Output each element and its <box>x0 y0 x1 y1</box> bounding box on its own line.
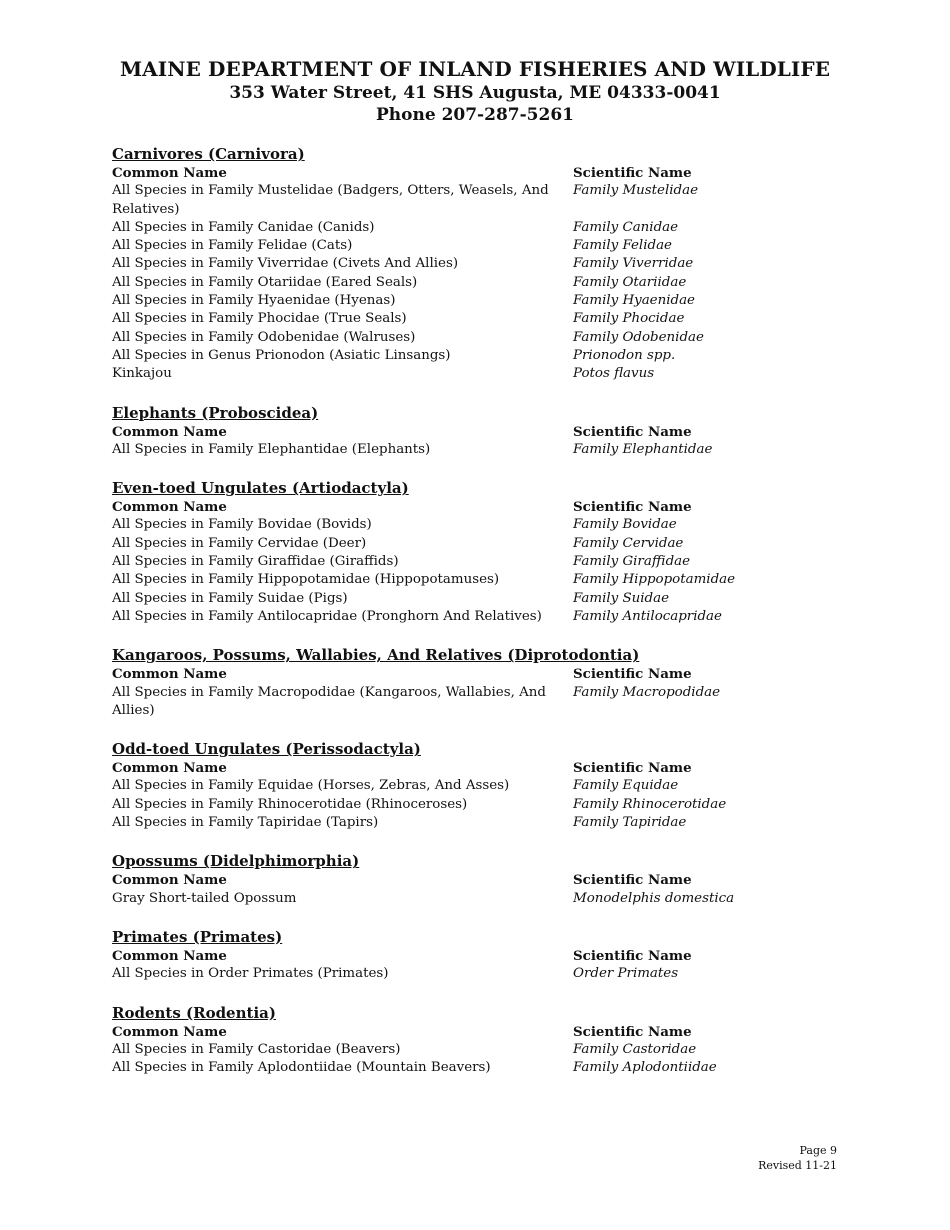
column-header-row <box>112 1023 832 1041</box>
scientific-name: Family Viverridae <box>573 256 694 272</box>
scientific-name: Family Rhinocerotidae <box>573 796 727 812</box>
common-name: All Species in Family Odobenidae (Walruses) <box>112 329 416 345</box>
species-row <box>112 608 832 626</box>
species-row <box>112 814 832 832</box>
common-name: All Species in Family Suidae (Pigs) <box>112 590 348 606</box>
species-row <box>112 571 832 589</box>
species-section <box>112 403 832 460</box>
page-footer <box>758 1143 837 1173</box>
common-name-header: Common Name <box>112 760 227 777</box>
section-title: Even-toed Ungulates (Artiodactyla) <box>112 479 409 498</box>
scientific-name-header: Scientific Name <box>573 760 692 777</box>
scientific-name: Family Aplodontiidae <box>573 1060 717 1076</box>
common-name: All Species in Family Otariidae (Eared Seals) <box>112 274 418 290</box>
scientific-name: Family Giraffidae <box>573 554 691 570</box>
organization-address: 353 Water Street, 41 SHS Augusta, ME 04333-0041 <box>229 83 721 103</box>
species-row <box>112 365 832 383</box>
common-name: All Species in Family Giraffidae (Giraffids) <box>112 554 399 570</box>
species-row <box>112 777 832 795</box>
section-title: Elephants (Proboscidea) <box>112 403 319 422</box>
scientific-name: Order Primates <box>573 966 679 982</box>
scientific-name: Family Hyaenidae <box>573 293 695 309</box>
species-row <box>112 441 832 459</box>
common-name: All Species in Family Aplodontiidae (Mountain Beavers) <box>112 1060 491 1076</box>
common-name: All Species in Family Mustelidae (Badgers, Otters, Weasels, And Relatives) <box>112 183 549 217</box>
column-header-row <box>112 423 832 441</box>
common-name: All Species in Genus Prionodon (Asiatic Linsangs) <box>112 347 451 363</box>
scientific-name: Family Odobenidae <box>573 329 704 345</box>
species-row <box>112 310 832 328</box>
species-row <box>112 590 832 608</box>
section-title: Primates (Primates) <box>112 927 283 946</box>
species-row <box>112 1041 832 1059</box>
common-name-header: Common Name <box>112 872 227 889</box>
scientific-name: Family Suidae <box>573 590 670 606</box>
species-row <box>112 796 832 814</box>
scientific-name: Family Canidae <box>573 219 679 235</box>
scientific-name: Family Hippopotamidae <box>573 572 736 588</box>
common-name: All Species in Family Hyaenidae (Hyenas) <box>112 293 396 309</box>
revision-date: Revised 11-21 <box>758 1159 837 1172</box>
organization-name: MAINE DEPARTMENT OF INLAND FISHERIES AND WILDLIFE <box>119 57 831 81</box>
species-row <box>112 684 832 721</box>
species-row <box>112 553 832 571</box>
column-header-row <box>112 164 832 182</box>
common-name: Kinkajou <box>112 366 172 382</box>
common-name: All Species in Family Hippopotamidae (Hippopotamuses) <box>112 572 500 588</box>
section-title: Odd-toed Ungulates (Perissodactyla) <box>112 740 421 759</box>
common-name-header: Common Name <box>112 947 227 964</box>
scientific-name: Prionodon spp. <box>573 347 676 363</box>
common-name: All Species in Family Macropodidae (Kangaroos, Wallabies, And Allies) <box>112 684 546 718</box>
scientific-name: Family Macropodidae <box>573 684 721 700</box>
scientific-name-header: Scientific Name <box>573 1023 692 1040</box>
column-header-row <box>112 759 832 777</box>
species-row <box>112 965 832 983</box>
species-row <box>112 292 832 310</box>
section-title: Rodents (Rodentia) <box>112 1003 276 1022</box>
species-section <box>112 645 832 720</box>
common-name: All Species in Family Castoridae (Beavers) <box>112 1041 401 1057</box>
scientific-name: Family Elephantidae <box>573 441 713 457</box>
scientific-name: Family Tapiridae <box>573 815 687 831</box>
species-section <box>112 851 832 908</box>
column-header-row <box>112 947 832 965</box>
scientific-name: Family Castoridae <box>573 1041 697 1057</box>
species-section <box>112 144 832 384</box>
scientific-name-header: Scientific Name <box>573 872 692 889</box>
species-row <box>112 182 832 219</box>
species-row <box>112 535 832 553</box>
scientific-name: Family Phocidae <box>573 311 685 327</box>
common-name-header: Common Name <box>112 1023 227 1040</box>
section-title: Kangaroos, Possums, Wallabies, And Relatives (Diprotodontia) <box>112 646 640 665</box>
species-row <box>112 255 832 273</box>
scientific-name-header: Scientific Name <box>573 666 692 683</box>
common-name-header: Common Name <box>112 499 227 516</box>
scientific-name-header: Scientific Name <box>573 165 692 181</box>
species-row <box>112 1059 832 1077</box>
scientific-name: Family Antilocapridae <box>573 608 722 624</box>
species-row <box>112 516 832 534</box>
common-name: All Species in Family Antilocapridae (Pronghorn And Relatives) <box>112 608 542 624</box>
scientific-name-header: Scientific Name <box>573 423 692 440</box>
scientific-name: Family Cervidae <box>573 535 684 551</box>
common-name: All Species in Family Rhinocerotidae (Rhinoceroses) <box>112 796 468 812</box>
common-name-header: Common Name <box>112 423 227 440</box>
scientific-name-header: Scientific Name <box>573 947 692 964</box>
section-title: Opossums (Didelphimorphia) <box>112 852 360 871</box>
common-name: All Species in Family Cervidae (Deer) <box>112 535 367 551</box>
common-name: All Species in Family Viverridae (Civets And Allies) <box>112 256 459 272</box>
scientific-name: Potos flavus <box>573 366 655 382</box>
scientific-name: Family Equidae <box>573 778 679 794</box>
column-header-row <box>112 871 832 889</box>
scientific-name: Family Otariidae <box>573 274 687 290</box>
scientific-name: Family Mustelidae <box>573 183 699 199</box>
column-header-row <box>112 498 832 516</box>
common-name: All Species in Family Equidae (Horses, Zebras, And Asses) <box>112 778 510 794</box>
common-name: All Species in Order Primates (Primates) <box>112 966 389 982</box>
species-list <box>112 144 832 1096</box>
species-section <box>112 739 832 832</box>
common-name: Gray Short-tailed Opossum <box>112 890 297 906</box>
species-row <box>112 347 832 365</box>
species-row <box>112 219 832 237</box>
common-name: All Species in Family Bovidae (Bovids) <box>112 517 372 533</box>
species-row <box>112 890 832 908</box>
common-name: All Species in Family Phocidae (True Seals) <box>112 311 407 327</box>
species-section <box>112 478 832 626</box>
common-name-header: Common Name <box>112 165 227 181</box>
column-header-row <box>112 665 832 683</box>
scientific-name-header: Scientific Name <box>573 499 692 516</box>
common-name: All Species in Family Canidae (Canids) <box>112 219 375 235</box>
section-title: Carnivores (Carnivora) <box>112 145 305 163</box>
page-number: Page 9 <box>799 1144 837 1157</box>
species-section <box>112 1003 832 1078</box>
organization-phone: Phone 207-287-5261 <box>376 105 574 125</box>
species-section <box>112 927 832 984</box>
letterhead <box>0 56 950 126</box>
species-row <box>112 329 832 347</box>
scientific-name: Family Bovidae <box>573 517 677 533</box>
species-row <box>112 237 832 255</box>
common-name: All Species in Family Felidae (Cats) <box>112 238 353 254</box>
common-name: All Species in Family Elephantidae (Elephants) <box>112 441 431 457</box>
scientific-name: Family Felidae <box>573 238 672 254</box>
common-name-header: Common Name <box>112 666 227 683</box>
scientific-name: Monodelphis domestica <box>573 890 735 906</box>
species-row <box>112 274 832 292</box>
common-name: All Species in Family Tapiridae (Tapirs) <box>112 815 379 831</box>
